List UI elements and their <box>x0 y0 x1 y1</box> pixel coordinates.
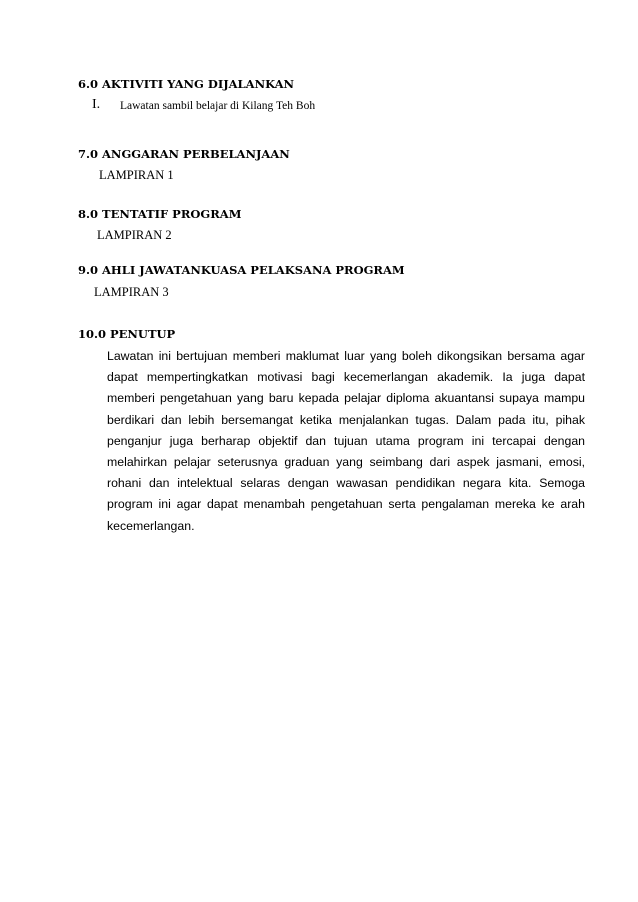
section-7-sub: LAMPIRAN 1 <box>99 168 174 182</box>
section-9-sub: LAMPIRAN 3 <box>94 285 169 299</box>
section-8-sub: LAMPIRAN 2 <box>97 228 172 242</box>
section-9-heading: 9.0 AHLI JAWATANKUASA PELAKSANA PROGRAM <box>78 263 405 277</box>
section-10-heading: 10.0 PENUTUP <box>78 327 176 341</box>
section-6-item-text: Lawatan sambil belajar di Kilang Teh Boh <box>120 100 316 112</box>
section-6-item-marker: I. <box>92 97 101 112</box>
section-10-paragraph: Lawatan ini bertujuan memberi maklumat luar yang boleh dikongsikan bersama agar dapat mempertingkatkan motivasi bagi kecemerlangan akademik. Ia juga dapat memberi pengetahuan yang baru kepada pelajar diploma akuantansi supaya mampu berdikari dan lebih bersemangat ketika menjalankan tugas. Dalam pada itu, pihak penganjur juga berharap objektif dan tujuan utama program ini tercapai dengan melahirkan pelajar seterusnya graduan yang seimbang dari aspek jasmani, emosi, rohani dan intelektual selaras dengan wawasan pendidikan negara kita. Semoga program ini agar dapat menambah pengetahuan serta pengalaman mereka ke arah kecemerlangan. <box>107 349 585 533</box>
section-7-heading: 7.0 ANGGARAN PERBELANJAAN <box>78 147 290 161</box>
section-6-heading: 6.0 AKTIVITI YANG DIJALANKAN <box>78 77 295 91</box>
section-8-heading: 8.0 TENTATIF PROGRAM <box>78 207 242 221</box>
